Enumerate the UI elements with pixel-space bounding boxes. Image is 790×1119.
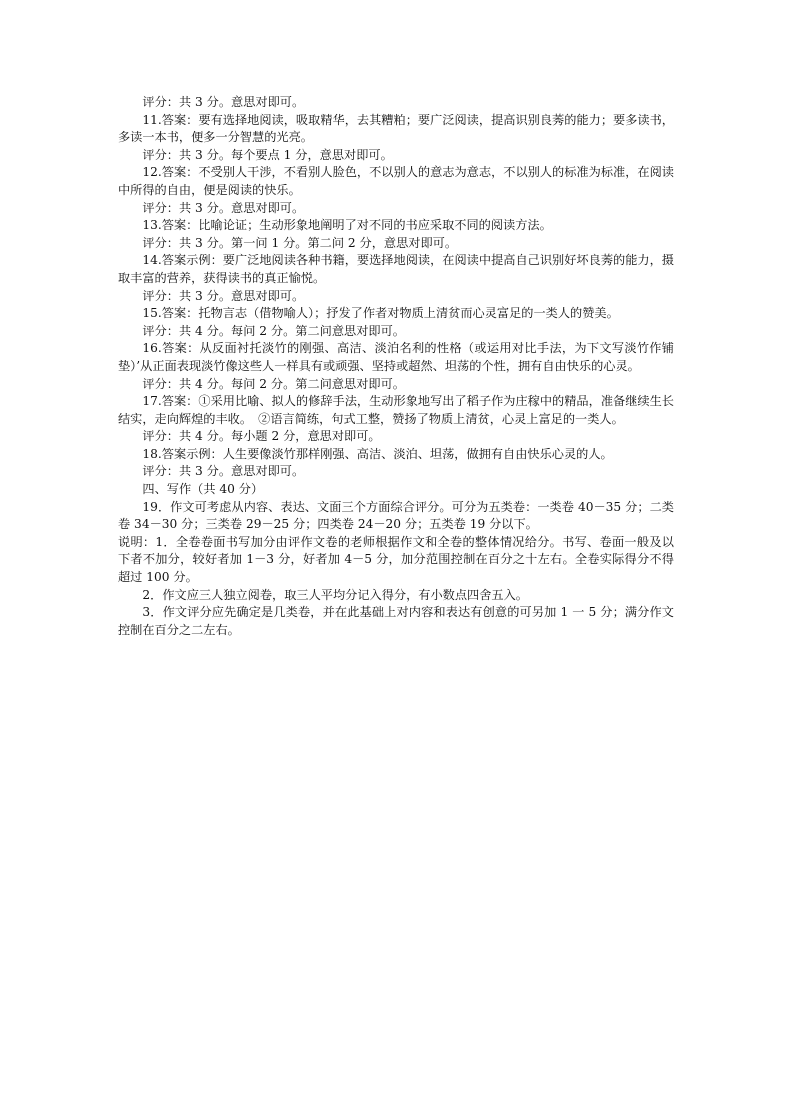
scoring-note: 评分：共 3 分。每个要点 1 分，意思对即可。 bbox=[142, 147, 393, 162]
answer-12: 12.答案：不受别人干涉，不看别人脸色，不以别人的意志为意志，不以别人的标准为标准，在阅读中所得的自由，便是阅读的快乐。 bbox=[118, 165, 674, 197]
scoring-note: 评分：共 3 分。意思对即可。 bbox=[142, 200, 305, 215]
answer-14: 14.答案示例：要广泛地阅读各种书籍，要选择地阅读，在阅读中提高自己识别好坏良莠的能力，摄取丰富的营养，获得读书的真正愉悦。 bbox=[118, 253, 674, 285]
scoring-note: 评分：共 3 分。第一问 1 分。第二问 2 分，意思对即可。 bbox=[142, 235, 458, 250]
scoring-note: 评分：共 3 分。意思对即可。 bbox=[142, 464, 305, 479]
explanation-note-2: 2．作文应三人独立阅卷，取三人平均分记入得分，有小数点四舍五入。 bbox=[142, 587, 528, 602]
section-heading-writing: 四、写作（共 40 分） bbox=[142, 482, 264, 497]
answer-13: 13.答案：比喻论证；生动形象地阐明了对不同的书应采取不同的阅读方法。 bbox=[142, 218, 552, 233]
scoring-note: 评分：共 4 分。每小题 2 分，意思对即可。 bbox=[142, 429, 381, 444]
scoring-note: 评分：共 4 分。每问 2 分。第二问意思对即可。 bbox=[142, 376, 405, 391]
answer-key-body bbox=[118, 94, 674, 639]
answer-17: 17.答案：①采用比喻、拟人的修辞手法，生动形象地写出了稻子作为庄稼中的精品，准备继续生长结实，走向辉煌的丰收。 ②语言简练，句式工整，赞扬了物质上清贫，心灵上富足的一类人。 bbox=[118, 394, 674, 426]
answer-16: 16.答案：从反面衬托淡竹的刚强、高洁、淡泊名利的性格（或运用对比手法，为下文写淡竹作铺垫）’从正面表现淡竹像这些人一样具有或顽强、坚持或超然、坦荡的个性，拥有自由快乐的心灵。 bbox=[118, 341, 674, 373]
answer-19: 19．作文可考虑从内容、表达、文面三个方面综合评分。可分为五类卷：一类卷 40－35 分；二类卷 34－30 分；三类卷 29－25 分；四类卷 24－20 分；五类卷 19 分以下。 bbox=[118, 499, 674, 532]
answer-15: 15.答案：托物言志（借物喻人）；抒发了作者对物质上清贫而心灵富足的一类人的赞美。 bbox=[142, 306, 619, 321]
scoring-note: 评分：共 3 分。意思对即可。 bbox=[142, 95, 305, 109]
scoring-note: 评分：共 3 分。意思对即可。 bbox=[142, 288, 305, 303]
answer-11: 11.答案：要有选择地阅读，吸取精华，去其糟粕；要广泛阅读，提高识别良莠的能力；要多读书，多读一本书，便多一分智慧的光亮。 bbox=[118, 112, 674, 145]
answer-18: 18.答案示例：人生要像淡竹那样刚强、高洁、淡泊、坦荡，做拥有自由快乐心灵的人。 bbox=[142, 446, 613, 461]
explanation-note-1: 说明：1．全卷卷面书写加分由评作文卷的老师根据作文和全卷的整体情况给分。书写、卷面一般及以下者不加分，较好者加 1－3 分，好者加 4－5 分，加分范围控制在百分之十左右。全卷实际得分不得超过 100 分。 bbox=[118, 534, 674, 585]
explanation-note-3: 3．作文评分应先确定是几类卷，并在此基础上对内容和表达有创意的可另加 1 一 5 分；满分作文控制在百分之二左右。 bbox=[118, 605, 674, 637]
scoring-note: 评分：共 4 分。每问 2 分。第二问意思对即可。 bbox=[142, 323, 405, 338]
